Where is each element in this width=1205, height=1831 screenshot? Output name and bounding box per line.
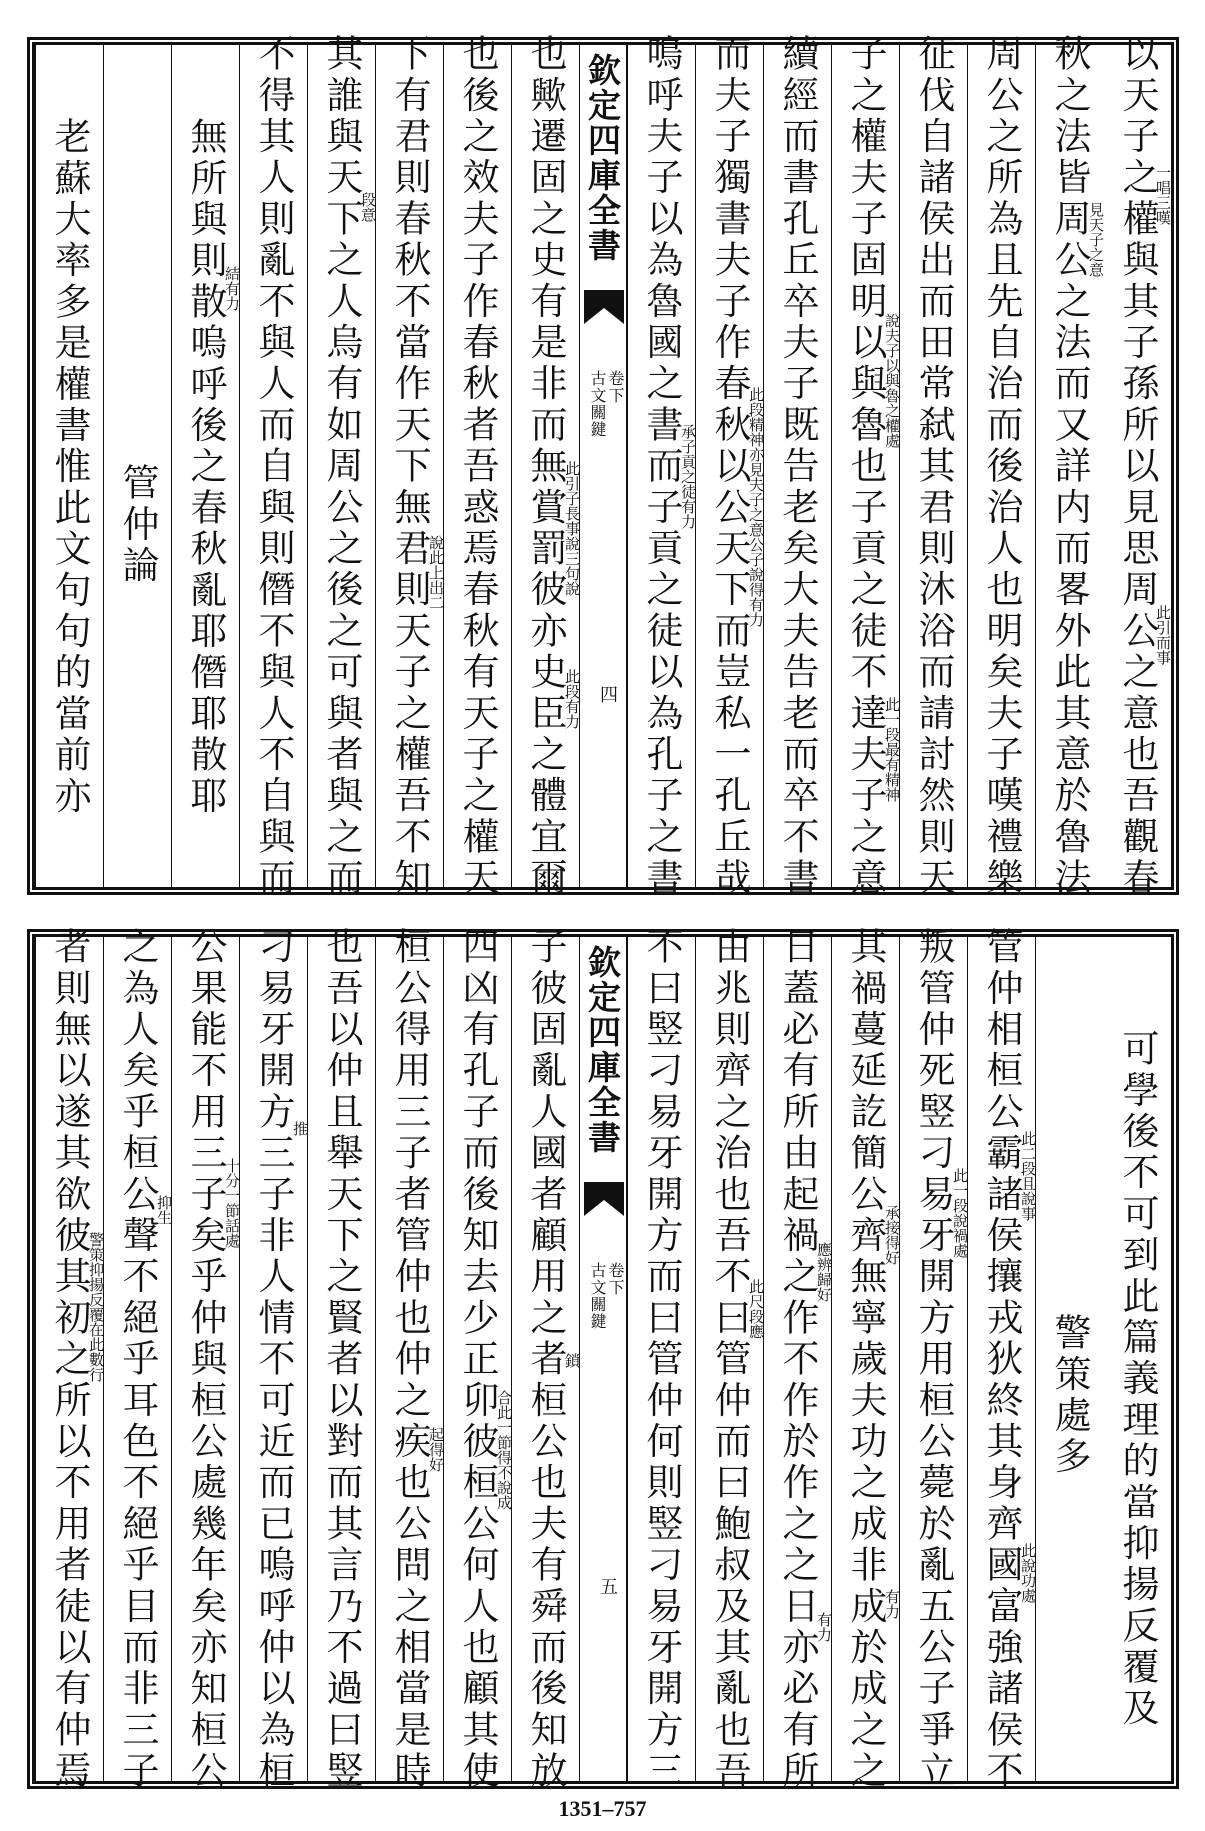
page-number-footer: 1351–757	[558, 1796, 647, 1821]
book-title: 古文關鍵	[588, 370, 607, 438]
interlinear-annotation: 此引而事	[1154, 605, 1172, 665]
book-title: 古文關鍵	[588, 1262, 607, 1330]
text-column	[511, 927, 581, 1793]
interlinear-annotation: 起得好	[427, 1427, 445, 1472]
text-column	[35, 45, 103, 887]
collection-title: 欽定四庫全書	[583, 53, 622, 263]
interlinear-annotation: 段意	[359, 192, 377, 222]
text-column	[443, 927, 513, 1793]
interlinear-annotation: 抑生	[155, 1195, 173, 1225]
interlinear-annotation: 承接得好	[883, 1205, 901, 1265]
column-text: 也後之效夫子作春秋者吾惑焉春秋有天子之權天	[456, 34, 499, 900]
text-column	[511, 34, 581, 900]
text-column	[1103, 937, 1171, 1781]
column-text: 續經而書孔丘卒夫子既告老矣大夫告老而卒不書	[776, 34, 819, 900]
text-column	[103, 45, 171, 887]
collection-title: 欽定四庫全書	[583, 945, 622, 1155]
leaf-number: 五	[597, 1577, 618, 1596]
column-text: 公果能不用三子矣乎仲與桓公處幾年矣亦知桓公	[184, 927, 227, 1793]
text-column	[1035, 937, 1103, 1781]
top-page-frame	[32, 34, 1174, 900]
interlinear-annotation: 警策抑揚反覆在此數行	[87, 1232, 105, 1382]
text-column	[763, 927, 833, 1793]
interlinear-annotation: 此一段說禍處	[951, 1168, 969, 1258]
column-text: 其禍蔓延訖簡公齊無寧歲夫功之成非成於成之之	[844, 927, 887, 1793]
center-margin-strip	[579, 937, 627, 1781]
interlinear-annotation: 此引子長事說三句說	[563, 461, 581, 596]
column-text: 日蓋必有所由起禍之作不作於作之之日亦必有所	[776, 927, 819, 1793]
text-column	[763, 34, 831, 900]
column-text: 四凶有孔子而後知去少正卯彼桓公何人也顧其使	[456, 927, 499, 1793]
interlinear-annotation: 有力	[883, 1589, 901, 1619]
interlinear-annotation: 十分一節話處	[223, 1158, 241, 1248]
text-column	[35, 927, 105, 1793]
text-column	[443, 34, 511, 900]
text-column	[1035, 34, 1105, 900]
text-column	[831, 927, 901, 1793]
column-text: 老蘇大率多是權書惟此文句句的當前亦	[48, 116, 91, 818]
interlinear-annotation: 一唱三嘆	[1154, 165, 1172, 225]
interlinear-annotation: 鎖	[563, 1353, 581, 1368]
column-text: 可學後不可到此篇義理的當抑揚反覆及	[1116, 1028, 1159, 1730]
interlinear-annotation: 見天子之意	[1087, 202, 1105, 277]
fish-tail-mark-icon	[584, 290, 624, 324]
column-text: 叛管仲死竪刁易牙開方用桓公薨於亂五公子爭立	[912, 927, 955, 1793]
text-column	[171, 927, 241, 1793]
interlinear-annotation: 此段有力	[563, 669, 581, 729]
interlinear-annotation: 有力	[815, 1612, 833, 1642]
text-column	[899, 927, 969, 1793]
column-text: 而夫子獨書夫子作春秋以公天下而豈私一孔丘哉	[708, 34, 751, 900]
interlinear-annotation: 推	[291, 1121, 309, 1136]
column-text: 不得其人則亂不與人而自與則僭不與人不自與而	[252, 34, 295, 900]
column-text: 由兆則齊之治也吾不曰管仲而曰鮑叔及其亂也吾	[708, 927, 751, 1793]
column-text: 者則無以遂其欲彼其初之所以不用者徒以有仲焉	[48, 927, 91, 1793]
column-text: 管仲相桓公霸諸侯攘戎狄終其身齊國富強諸侯不	[980, 927, 1023, 1793]
text-column	[103, 927, 173, 1793]
column-text: 子之權夫子固明以與魯也子貢之徒不達夫子之意	[844, 34, 887, 900]
text-column	[375, 34, 445, 900]
text-column	[307, 34, 377, 900]
column-text: 征伐自諸侯出而田常弑其君則沐浴而請討然則天	[912, 34, 955, 900]
interlinear-annotation: 此二段且說事	[1019, 1131, 1037, 1221]
interlinear-annotation: 說此上出二	[427, 535, 445, 610]
column-text: 警策處多	[1048, 1312, 1091, 1478]
fish-tail-mark-icon	[584, 1182, 624, 1216]
text-column	[627, 34, 697, 900]
column-text: 也歟遷固之史有是非而無賞罰彼亦史臣之體宜爾	[524, 34, 567, 900]
text-column	[375, 927, 445, 1793]
interlinear-annotation: 說夫子以與魯之權處	[883, 313, 901, 448]
column-text: 其誰與天下之人烏有如周公之後之可與者與之而	[320, 34, 363, 900]
text-column	[899, 34, 967, 900]
column-text: 下有君則春秋不當作天下無君則天子之權吾不知	[388, 34, 431, 900]
interlinear-annotation: 此一段最有精神	[883, 697, 901, 802]
text-column	[171, 45, 239, 887]
volume-label: 卷下	[606, 370, 625, 404]
leaf-number: 四	[597, 685, 618, 704]
interlinear-annotation: 此段精神亦見夫子之意公子說得有力	[747, 387, 765, 627]
text-column	[967, 34, 1035, 900]
text-column	[967, 927, 1037, 1793]
interlinear-annotation: 此說功處	[1019, 1543, 1037, 1603]
text-column	[695, 927, 765, 1793]
column-text: 以天子之權與其子孫所以見思周公之意也吾觀春	[1116, 34, 1159, 900]
column-text: 之為人矣乎桓公聲不絕乎耳色不絕乎目而非三子	[116, 927, 159, 1793]
text-column	[307, 927, 375, 1793]
interlinear-annotation: 此尺段應	[747, 1279, 765, 1339]
column-text: 無所與則散嗚呼後之春秋亂耶僭耶散耶	[184, 116, 227, 818]
column-text: 秋之法皆周公之法而又詳内而畧外此其意於魯法	[1048, 34, 1091, 900]
column-text: 也吾以仲且舉天下之賢者以對而其言乃不過曰竪	[320, 927, 363, 1793]
bottom-page-frame	[32, 927, 1174, 1793]
text-column	[627, 927, 695, 1793]
column-text: 嗚呼夫子以為魯國之書而子貢之徒以為孔子之書	[640, 34, 683, 900]
interlinear-annotation: 結有力	[223, 266, 241, 311]
column-text: 周公之所為且先自治而後治人也明矣夫子嘆禮樂	[980, 34, 1023, 900]
interlinear-annotation: 承子貢之徒有力	[679, 424, 697, 529]
interlinear-annotation: 合此一節得不說成	[495, 1390, 513, 1510]
text-column	[831, 34, 901, 900]
text-column	[239, 927, 309, 1793]
center-margin-strip	[579, 45, 627, 887]
column-text: 桓公得用三子者管仲也仲之疾也公問之相當是時	[388, 927, 431, 1793]
column-text: 不曰竪刁易牙開方而曰管仲何則竪刁易牙開方三	[640, 927, 683, 1793]
column-text: 刁易牙開方三子非人情不可近而已嗚呼仲以為桓	[252, 927, 295, 1793]
column-text: 管仲論	[116, 462, 159, 587]
interlinear-annotation: 應辨歸好	[815, 1242, 833, 1302]
volume-label: 卷下	[606, 1262, 625, 1296]
text-column	[1103, 34, 1172, 900]
text-column	[239, 34, 307, 900]
text-column	[695, 34, 765, 900]
column-text: 子彼固亂人國者顧用之者桓公也夫有舜而後知放	[524, 927, 567, 1793]
